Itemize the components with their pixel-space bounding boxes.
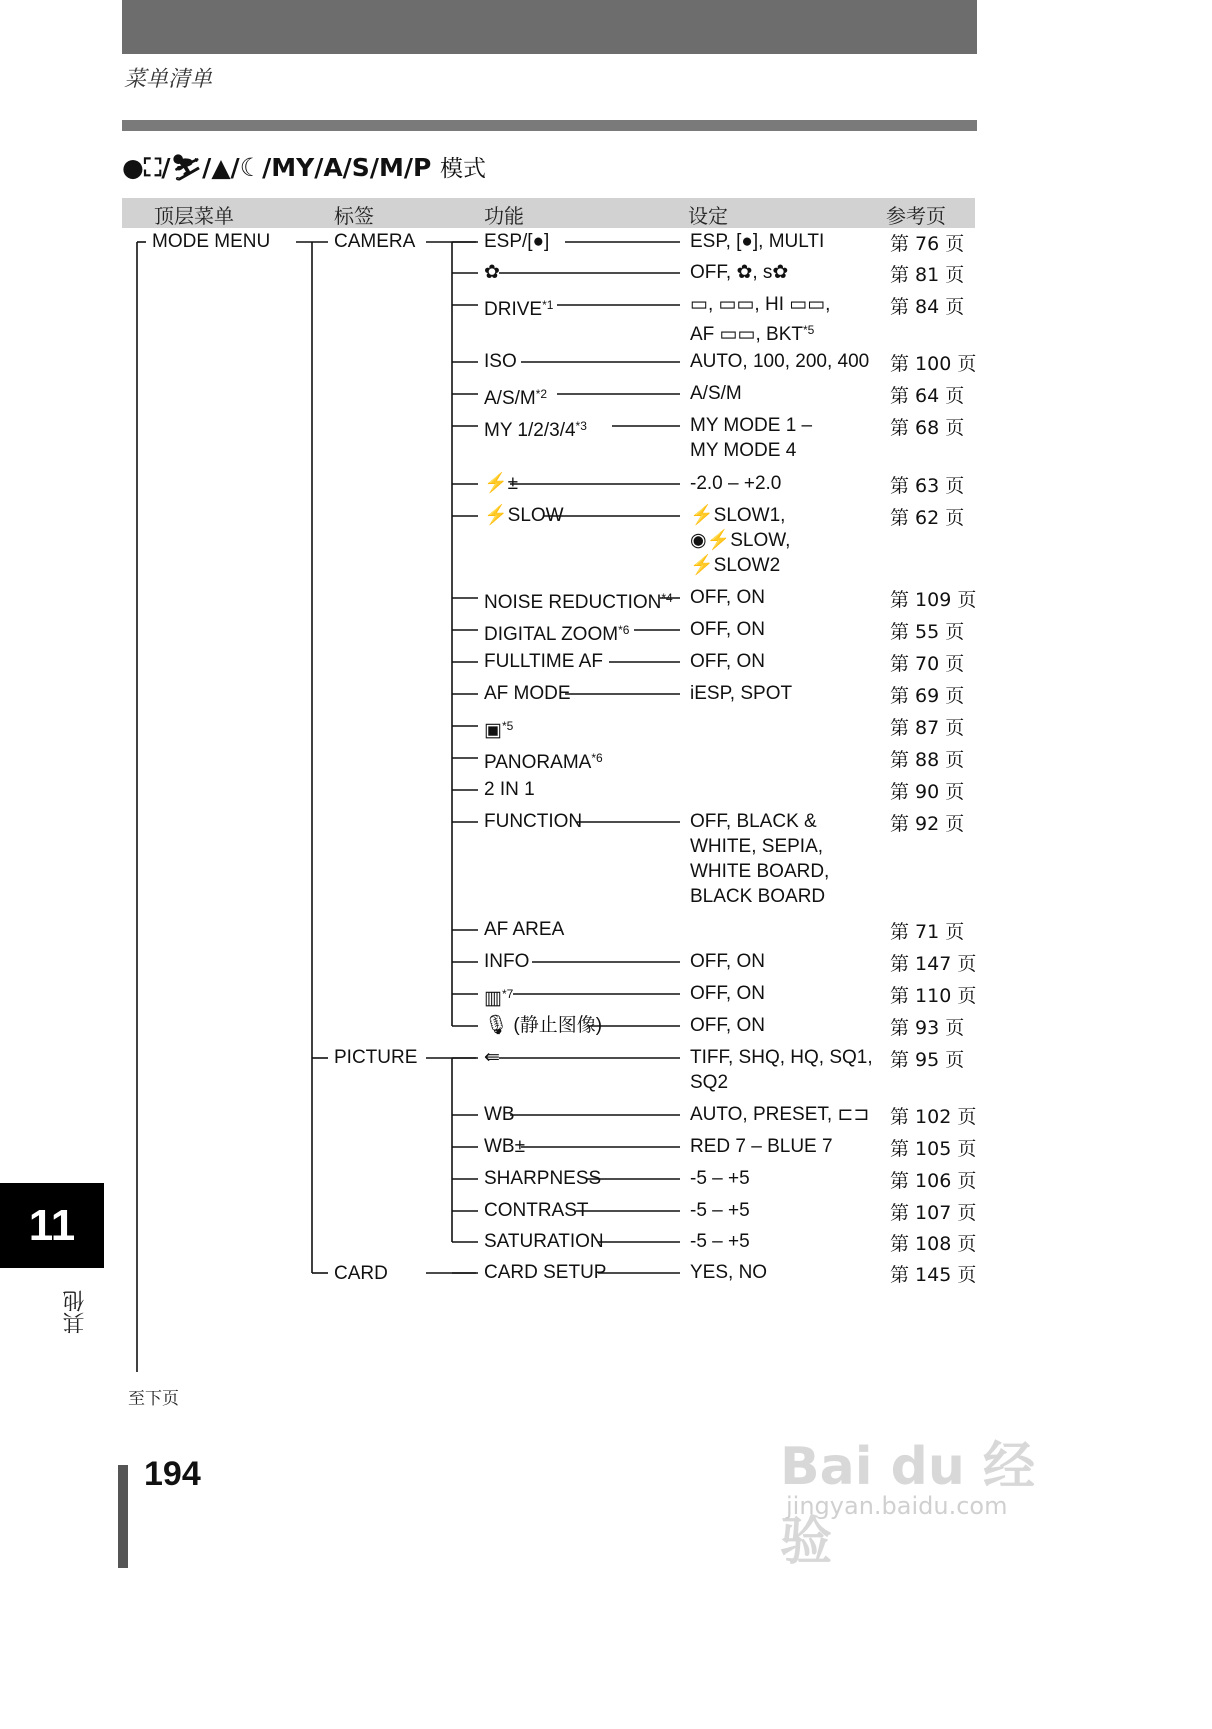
row-setting <box>690 350 869 374</box>
row-page-ref: 第 81 页 <box>890 264 965 286</box>
setting-text: MY MODE 4 <box>690 440 797 461</box>
row-setting <box>690 682 792 706</box>
row-setting <box>690 810 817 834</box>
function-label: ISO <box>484 351 517 372</box>
row-setting <box>690 835 823 859</box>
row-setting <box>690 293 830 317</box>
row-setting <box>690 472 781 496</box>
mode-suffix: 模式 <box>440 156 486 182</box>
row-function <box>484 1167 601 1191</box>
function-label: AF AREA <box>484 919 565 940</box>
row-setting <box>690 1103 869 1127</box>
row-setting <box>690 618 765 642</box>
row-function <box>484 586 673 615</box>
chapter-tab: 11 <box>0 1183 104 1268</box>
function-label: ⚡SLOW <box>484 505 564 526</box>
row-page-ref: 第 107 页 <box>890 1202 977 1224</box>
setting-text: YES, NO <box>690 1262 768 1283</box>
setting-text: AUTO, PRESET, ⊏⊐ <box>690 1104 870 1125</box>
footnote-mark: *3 <box>575 419 587 433</box>
setting-text: WHITE, SEPIA, <box>690 836 824 857</box>
row-page-ref: 第 109 页 <box>890 589 977 611</box>
row-setting <box>690 1046 873 1070</box>
function-label: CARD SETUP <box>484 1262 607 1283</box>
setting-text: -5 – +5 <box>690 1200 750 1221</box>
row-function <box>484 982 513 1011</box>
setting-text: OFF, ON <box>690 983 765 1004</box>
row-page-ref: 第 145 页 <box>890 1264 977 1286</box>
row-page-ref: 第 69 页 <box>890 685 965 707</box>
row-function <box>484 261 500 285</box>
row-page-ref: 第 68 页 <box>890 417 965 439</box>
row-setting <box>690 586 765 610</box>
row-setting <box>690 1199 750 1223</box>
function-label: PANORAMA <box>484 752 592 773</box>
setting-text: ◉⚡SLOW, <box>690 530 791 551</box>
row-function <box>484 618 629 647</box>
row-function <box>484 1230 604 1254</box>
row-setting <box>690 982 765 1006</box>
function-label: INFO <box>484 951 530 972</box>
setting-text: TIFF, SHQ, HQ, SQ1, <box>690 1047 873 1068</box>
row-function <box>484 746 603 775</box>
function-label: ▥ <box>484 988 502 1009</box>
function-label: 2 IN 1 <box>484 779 535 800</box>
column-header-ref: 参考页 <box>886 204 946 228</box>
row-page-ref: 第 90 页 <box>890 781 965 803</box>
row-page-ref: 第 110 页 <box>890 985 977 1007</box>
row-setting <box>690 650 765 674</box>
row-setting <box>690 529 790 553</box>
row-function <box>484 1103 515 1127</box>
row-function <box>484 230 549 254</box>
mode-icons: ●⛶/⛷/▲/☾/MY/ <box>122 153 324 182</box>
row-setting <box>690 261 788 285</box>
row-page-ref: 第 93 页 <box>890 1017 965 1039</box>
column-header-setting: 设定 <box>688 204 728 228</box>
setting-text: MY MODE 1 – <box>690 415 813 436</box>
function-label: SATURATION <box>484 1231 604 1252</box>
setting-text: OFF, ON <box>690 1015 765 1036</box>
row-setting <box>690 1071 728 1095</box>
function-label: ✿ <box>484 262 500 283</box>
row-page-ref: 第 64 页 <box>890 385 965 407</box>
row-setting <box>690 1230 750 1254</box>
setting-text: OFF, ON <box>690 587 765 608</box>
row-function <box>484 682 571 706</box>
header-title: 菜单清单 <box>124 67 213 92</box>
row-function <box>484 950 529 974</box>
footnote-mark: *4 <box>661 591 673 605</box>
baidu-watermark <box>780 1400 1080 1572</box>
setting-text: BLACK BOARD <box>690 886 826 907</box>
row-function <box>484 504 564 528</box>
row-function <box>484 414 587 443</box>
function-label: ESP/[●] <box>484 231 550 252</box>
setting-text: OFF, ✿, s✿ <box>690 262 789 283</box>
row-page-ref: 第 63 页 <box>890 475 965 497</box>
row-function <box>484 650 603 674</box>
row-function <box>484 810 582 834</box>
function-label: DRIVE <box>484 299 543 320</box>
row-page-ref: 第 76 页 <box>890 233 965 255</box>
row-function <box>484 918 564 942</box>
function-label: A/S/M <box>484 388 536 409</box>
watermark-sub: jingyan.baidu.com <box>786 1492 1008 1520</box>
row-page-ref: 第 102 页 <box>890 1106 977 1128</box>
row-setting <box>690 1014 765 1038</box>
setting-text: ⚡SLOW1, <box>690 505 786 526</box>
row-setting <box>690 439 796 463</box>
setting-text: AF ▭▭, BKT <box>690 324 803 345</box>
function-label: ▣ <box>484 720 502 741</box>
row-function <box>484 714 513 743</box>
row-page-ref: 第 108 页 <box>890 1233 977 1255</box>
setting-text: OFF, ON <box>690 651 765 672</box>
setting-text: ESP, [●], MULTI <box>690 231 825 252</box>
row-setting <box>690 554 780 578</box>
setting-text: WHITE BOARD, <box>690 861 830 882</box>
row-page-ref: 第 88 页 <box>890 749 965 771</box>
setting-text: OFF, BLACK & <box>690 811 817 832</box>
setting-text: -5 – +5 <box>690 1168 750 1189</box>
setting-text: AUTO, 100, 200, 400 <box>690 351 870 372</box>
footnote-mark: *7 <box>501 987 514 1001</box>
row-function <box>484 778 535 802</box>
function-label: AF MODE <box>484 683 571 704</box>
row-page-ref: 第 70 页 <box>890 653 965 675</box>
page-number: 194 <box>144 1455 201 1493</box>
footnote-mark: *5 <box>501 719 514 733</box>
tab-picture: PICTURE <box>334 1047 418 1068</box>
footnote-mark: *1 <box>542 298 554 312</box>
row-setting <box>690 230 824 254</box>
setting-text: A/S/M <box>690 383 742 404</box>
function-label: NOISE REDUCTION <box>484 592 662 613</box>
row-setting <box>690 382 742 406</box>
tab-card: CARD <box>334 1263 388 1284</box>
chapter-label: 其他 <box>63 1290 88 1334</box>
footnote-mark: *6 <box>618 623 630 637</box>
setting-text: OFF, ON <box>690 951 765 972</box>
row-function <box>484 1261 606 1285</box>
watermark-main: Bai du 经验 <box>780 1437 1035 1572</box>
row-function <box>484 1046 500 1070</box>
column-header-top: 顶层菜单 <box>154 204 234 228</box>
function-label: ⚡± <box>484 473 519 494</box>
row-setting <box>690 1261 767 1285</box>
row-function <box>484 1199 589 1223</box>
row-page-ref: 第 147 页 <box>890 953 977 975</box>
row-setting <box>690 885 825 909</box>
top-menu-label: MODE MENU <box>152 231 271 252</box>
setting-text: -2.0 – +2.0 <box>690 473 782 494</box>
column-header-tab: 标签 <box>334 204 374 228</box>
footnote-mark: *6 <box>591 751 603 765</box>
row-setting <box>690 414 812 438</box>
row-function <box>484 350 517 374</box>
row-page-ref: 第 55 页 <box>890 621 965 643</box>
row-function <box>484 293 553 322</box>
mode-letters: A/S/M/P <box>323 153 432 182</box>
function-label: MY 1/2/3/4 <box>484 420 576 441</box>
setting-text: ▭, ▭▭, HI ▭▭, <box>690 294 831 315</box>
row-function <box>484 1135 525 1159</box>
function-label: 🎙 (静止图像) <box>484 1015 603 1036</box>
function-label: FUNCTION <box>484 811 583 832</box>
tab-camera: CAMERA <box>334 231 416 252</box>
continue-note: 至下页 <box>128 1389 179 1409</box>
footer-bar <box>118 1465 128 1568</box>
row-setting <box>690 318 814 347</box>
row-page-ref: 第 92 页 <box>890 813 965 835</box>
function-label: SHARPNESS <box>484 1168 602 1189</box>
function-label: ⇚ <box>484 1047 500 1068</box>
row-setting <box>690 1135 833 1159</box>
setting-text: ⚡SLOW2 <box>690 555 781 576</box>
row-setting <box>690 1167 750 1191</box>
setting-text: iESP, SPOT <box>690 683 793 704</box>
row-function <box>484 382 547 411</box>
row-function <box>484 472 518 496</box>
row-setting <box>690 950 765 974</box>
function-label: WB± <box>484 1136 526 1157</box>
function-label: FULLTIME AF <box>484 651 603 672</box>
function-label: WB <box>484 1104 515 1125</box>
row-page-ref: 第 71 页 <box>890 921 965 943</box>
setting-text: -5 – +5 <box>690 1231 750 1252</box>
footnote-mark: *2 <box>535 387 548 401</box>
row-page-ref: 第 84 页 <box>890 296 965 318</box>
row-page-ref: 第 100 页 <box>890 353 977 375</box>
row-page-ref: 第 87 页 <box>890 717 965 739</box>
footnote-mark: *5 <box>802 323 815 337</box>
row-function <box>484 1014 602 1038</box>
setting-text: OFF, ON <box>690 619 765 640</box>
row-page-ref: 第 95 页 <box>890 1049 965 1071</box>
function-label: DIGITAL ZOOM <box>484 624 619 645</box>
row-page-ref: 第 62 页 <box>890 507 965 529</box>
row-setting <box>690 504 785 528</box>
setting-text: RED 7 – BLUE 7 <box>690 1136 833 1157</box>
setting-text: SQ2 <box>690 1072 729 1093</box>
function-label: CONTRAST <box>484 1200 589 1221</box>
row-page-ref: 第 106 页 <box>890 1170 977 1192</box>
row-setting <box>690 860 829 884</box>
column-header-func: 功能 <box>484 204 524 228</box>
row-page-ref: 第 105 页 <box>890 1138 977 1160</box>
